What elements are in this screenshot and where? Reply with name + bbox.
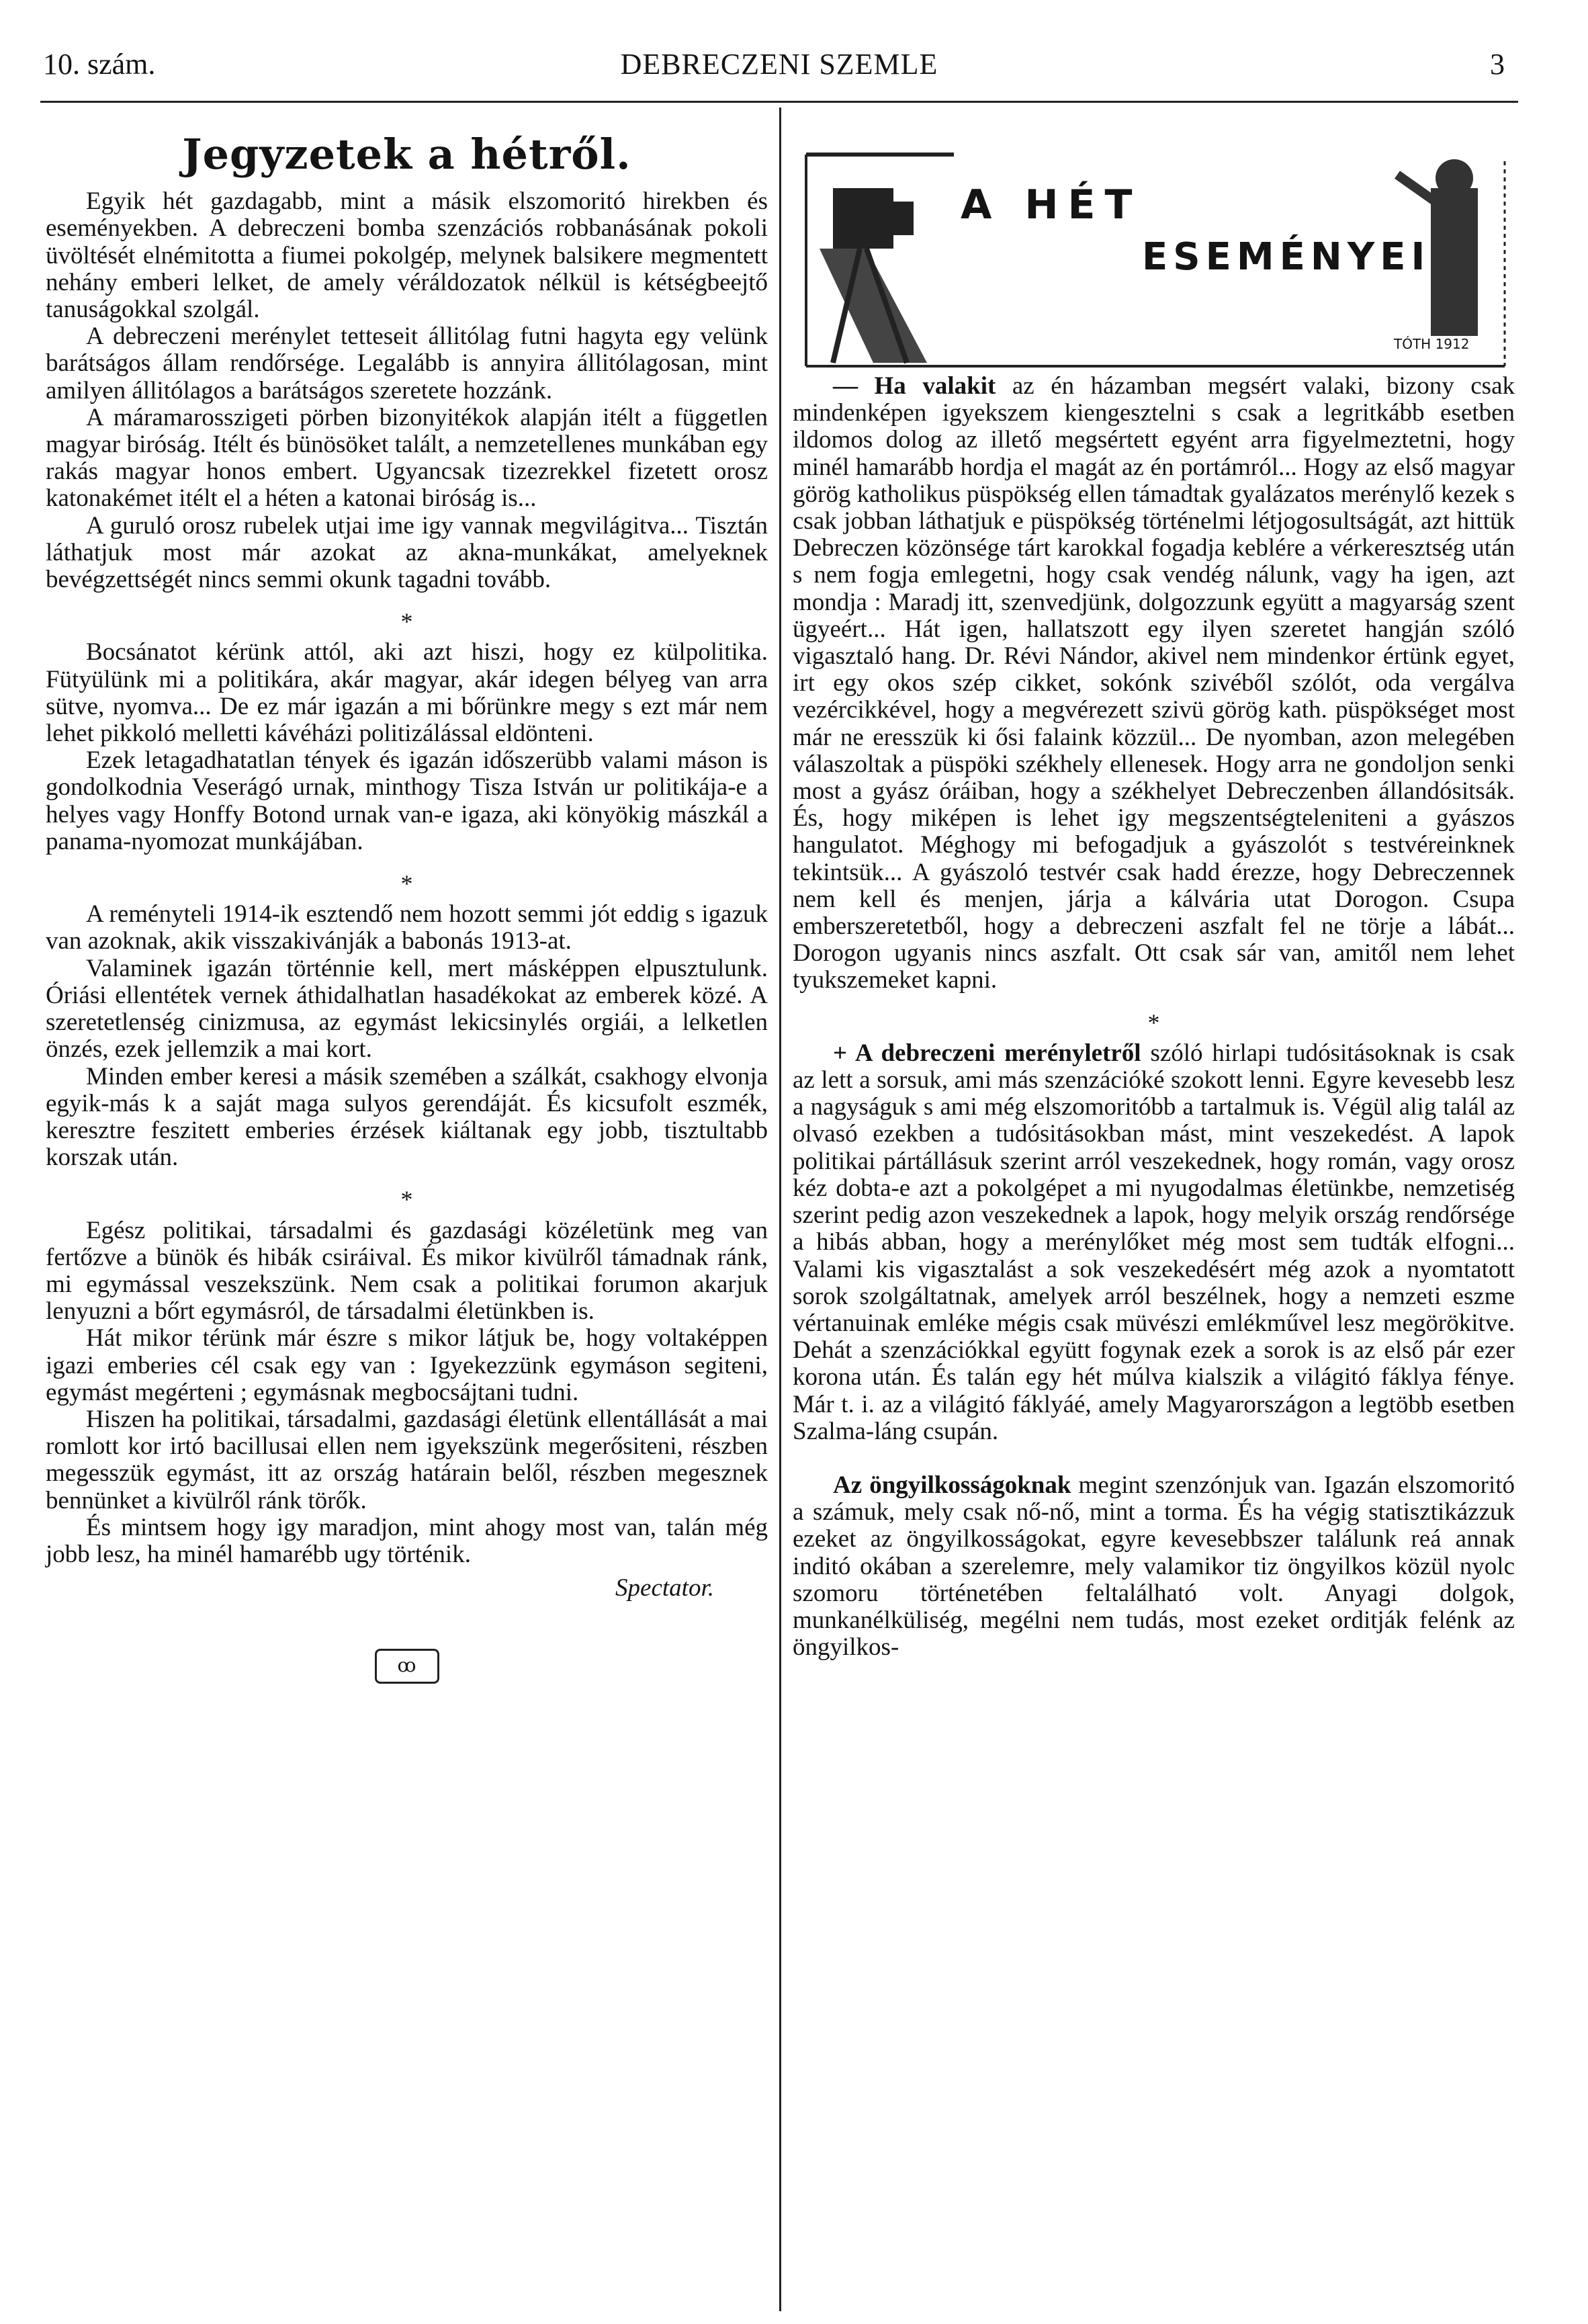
header-rule — [40, 101, 1518, 103]
paragraph: A reményteli 1914-ik esztendő nem hozott semmi jót eddig s igazuk van azoknak, akik visszakivánják a babonás 1913-at. — [46, 900, 768, 955]
section-star: * — [400, 1186, 413, 1213]
paragraph: Minden ember keresi a másik szemében a szálkát, csakhogy elvonja egyik-más k a saját maga sulyos gerendáját. És kicsufolt eszmék, keresztre feszitett emberies érzések kiáltanak egy jobb, tisztultabb korszak után. — [46, 1062, 768, 1172]
paragraph — [793, 373, 1515, 994]
paragraph-body: megint szenzónjuk van. Igazán elszomoritó a számuk, mely csak nő-nő, mint a torma. És ha végig statisztikázzuk ezeket az öngyilkosságokat, egyre kevesebbszer találunk reá annak inditó okában a szerelemre, mely valamikor tiz öngyilkos közül nyolc szomoru történetében feltalálható volt. Anyagi dolgok, munkanélküliség, megélni nem tudás, most ezeket orditják felénk az öngyilkos- — [793, 1471, 1515, 1662]
page-number: 3 — [1490, 48, 1505, 81]
section-star: * — [1147, 1008, 1160, 1036]
paragraph: És mintsem hogy igy maradjon, mint ahogy most van, talán még jobb lesz, ha minél hamarébb ugy történik. — [46, 1513, 768, 1568]
paragraph: Valaminek igazán történnie kell, mert másképpen elpusztulunk. Óriási ellentétek vernek áthidalhatlan hasadékokat az emberek közé. A szeretetlenség cinizmusa, az egymást lekicsinylés orgiái, a lelketlen önzés, ezek jellemzik a mai kort. — [46, 954, 768, 1064]
paragraph: A debreczeni merénylet tetteseit állitólag futni hagyta egy velünk barátságos állam rendőrsége. Legalább is annyira állitólagosan, mint amilyen állitólagos a barátságos szeretete hozzánk. — [46, 322, 768, 404]
paragraph-lead: Az öngyilkosságoknak — [833, 1471, 1071, 1499]
paragraph-lead: + A debreczeni merényletről — [833, 1039, 1141, 1067]
paragraph — [793, 1472, 1515, 1661]
left-column — [46, 130, 768, 1684]
end-ornament: ꝏ — [375, 1649, 439, 1684]
paragraph-lead: — Ha valakit — [833, 372, 996, 400]
signature: Spectator. — [615, 1574, 714, 1602]
paragraph: Bocsánatot kérünk attól, aki azt hiszi, hogy ez külpolitika. Fütyülünk mi a politikára, akár magyar, akár idegen bélyeg van arra sütve, nyomva... De ez már igazán a mi bőrünkre megy s ezt már nem lehet pikkoló melletti kávéházi politizálással eldönteni. — [46, 638, 768, 748]
section-star: * — [400, 608, 413, 636]
paragraph: Ezek letagadhatatlan tények és igazán időszerübb valami máson is gondolkodnia Veserágó urnak, minthogy Tisza István ur politikája-e a helyes vagy Honffy Botond urnak van-e igaza, aki könyökig mászkál a panama-nyomozat munkájában. — [46, 746, 768, 855]
paragraph: Egész politikai, társadalmi és gazdasági közéletünk meg van fertőzve a bünök és hibák csiráival. És mikor kivülről támadnak ránk, mi egymással veszekszünk. Nem csak a politikai forumon akarjuk lenyuzni a bőrt egymásról, de társadalmi életünkben is. — [46, 1216, 768, 1326]
article-title: Jegyzetek a hétről. — [182, 130, 631, 179]
paragraph-body: az én házamban megsért valaki, bizony csak mindenképen igyekszem kiengesztelni s csak a legritkább esetben ildomos dolog az illető megsértett egyént arra figyelmeztetni, hogy minél hamarább hordja el magát az én portámról... Hogy az első magyar görög katholikus püspökség ellen támadtak gyalázatos merénylő kezek s csak jobban láthatjuk e püspökség történelmi létjogosultságát, azt hittük Debreczen közönsége tárt karokkal fogadja keblére a vérkeresztség után s nem fogja emlegetni, hogy csak vendég nálunk, vagy ha igen, azt mondja : Maradj itt, szenvedjünk, dolgozzunk együtt a magyarság szent ügyeért... Hát igen, hallatszott egy ilyen szeretet hangján szóló vigasztaló hang. Dr. Révi Nándor, akivel nem mindenkor értünk egyet, irt egy okos szép cikket, sokónk szivéből szólót, oda vergálva vezércikkével, hogy a megvérezett szivü görög kath. püspökséget most már ne eresszük ki ősi falaink közzül... De nyomban, azon melegében válaszoltak a püspöki székhely ellenesek. Hogy arra ne gondoljon senki most a gyász óráiban, hogy a székhelyet Debreczenben állandósitsák. És, hogy miképen is lehet igy megszentségteleniteni a gyászos hangulatot. Méghogy mi befogadjuk a gyászolót s testvéreinknek tekintsük... A gyászoló testvér csak hadd érezze, hogy Debreczennek nem kell és menjen, járja a kálvária utat Dorogon. Csupa emberszeretetből, hogy a debreczeni aszfalt fel ne törje a lábát... Dorogon ugyanis nincs aszfalt. Ott csak sár van, amitől nem lehet tyukszemeket kapni. — [793, 372, 1515, 994]
paragraph — [793, 1040, 1515, 1445]
page-header — [40, 47, 1518, 101]
paragraph: Egyik hét gazdagabb, mint a másik elszomoritó hirekben és eseményekben. A debreczeni bomba szenzációs robbanásának pokoli üvöltését elnémitotta a fiumei pokolgép, melynek balsikere megmentett nehány emberi lelket, de amely véráldozatok nélkül is kétségbeejtő tanuságokkal szolgál. — [46, 187, 768, 324]
column-divider — [779, 107, 781, 2311]
paragraph: A guruló orosz rubelek utjai ime igy vannak megvilágitva... Tisztán láthatjuk most már azokat az akna-munkákat, amelyeknek bevégzettségét nincs semmi okunk tagadni tovább. — [46, 511, 768, 594]
issue-number: 10. szám. — [43, 48, 156, 81]
illustration-signature: TÓTH 1912 — [1394, 336, 1470, 352]
paragraph: A máramarosszigeti pörben bizonyitékok alapján itélt a független magyar biróság. Itélt és bünösöket talált, a nemzetellenes munkában egy rakás magyar honos embert. Ugyancsak tizezrekkel fizetett orosz katonakémet itélt el a héten a katonai biróság is... — [46, 403, 768, 513]
section-illustration — [793, 148, 1515, 370]
illustration-title-line1: A HÉT — [961, 181, 1142, 228]
section-star: * — [400, 870, 413, 898]
right-column — [793, 373, 1515, 1661]
paragraph-body: szóló hirlapi tudósitásoknak is csak az lett a sorsuk, ami más szenzációké szokott lenni. Egyre kevesebb lesz a nagyságuk s ami még elszomoritóbb a tartalmuk is. Végül alig talál az olvasó ezekben a tudósitásokban mást, mint veszekedést. A lapok politikai pártállásuk szerint arról veszekednek, hogy román, vagy orosz kéz dobta-e azt a pokolgépet a mi nyugodalmas életünkbe, nemzetiség szerint pedig azon veszekednek a lapok, hogy melyik ország rendőrsége a hibás abban, hogy a merénylőket még most sem tudták elfogni... Valami kis vigasztalást a sok veszekedésért még azok a nyomtatott sorok szolgáltatnak, amelyek arról beszélnek, hogy a nemzeti eszme vértanuinak emléke mégis csak müvészi emlékművel lesz megörökitve. Dehát a szenzációkkal együtt fogynak ezek a sorok is az első pár ezer korona után. És talán egy hét múlva kialszik a világitó fáklya fénye. Már t. i. az a világitó fáklyáé, amely Magyarországon a legtöbb esetben Szalma-láng csupán. — [793, 1039, 1515, 1445]
paragraph: Hiszen ha politikai, társadalmi, gazdasági életünk ellentállását a mai romlott kor irtó bacillusai ellen nem igyekszünk megerősiteni, részben megesszük egymást, itt az ország határain belől, részben megesznek bennünket a kivülről ránk törők. — [46, 1405, 768, 1514]
spacer — [793, 1445, 1515, 1472]
newspaper-title: DEBRECZENI SZEMLE — [620, 48, 938, 81]
paragraph: Hát mikor térünk már észre s mikor látjuk be, hogy voltaképpen igazi emberies cél csak egy van : Igyekezzünk egymáson segiteni, egymást megérteni ; egymásnak megbocsájtani tudni. — [46, 1324, 768, 1406]
illustration-title-line2: ESEMÉNYEI — [1142, 235, 1431, 279]
